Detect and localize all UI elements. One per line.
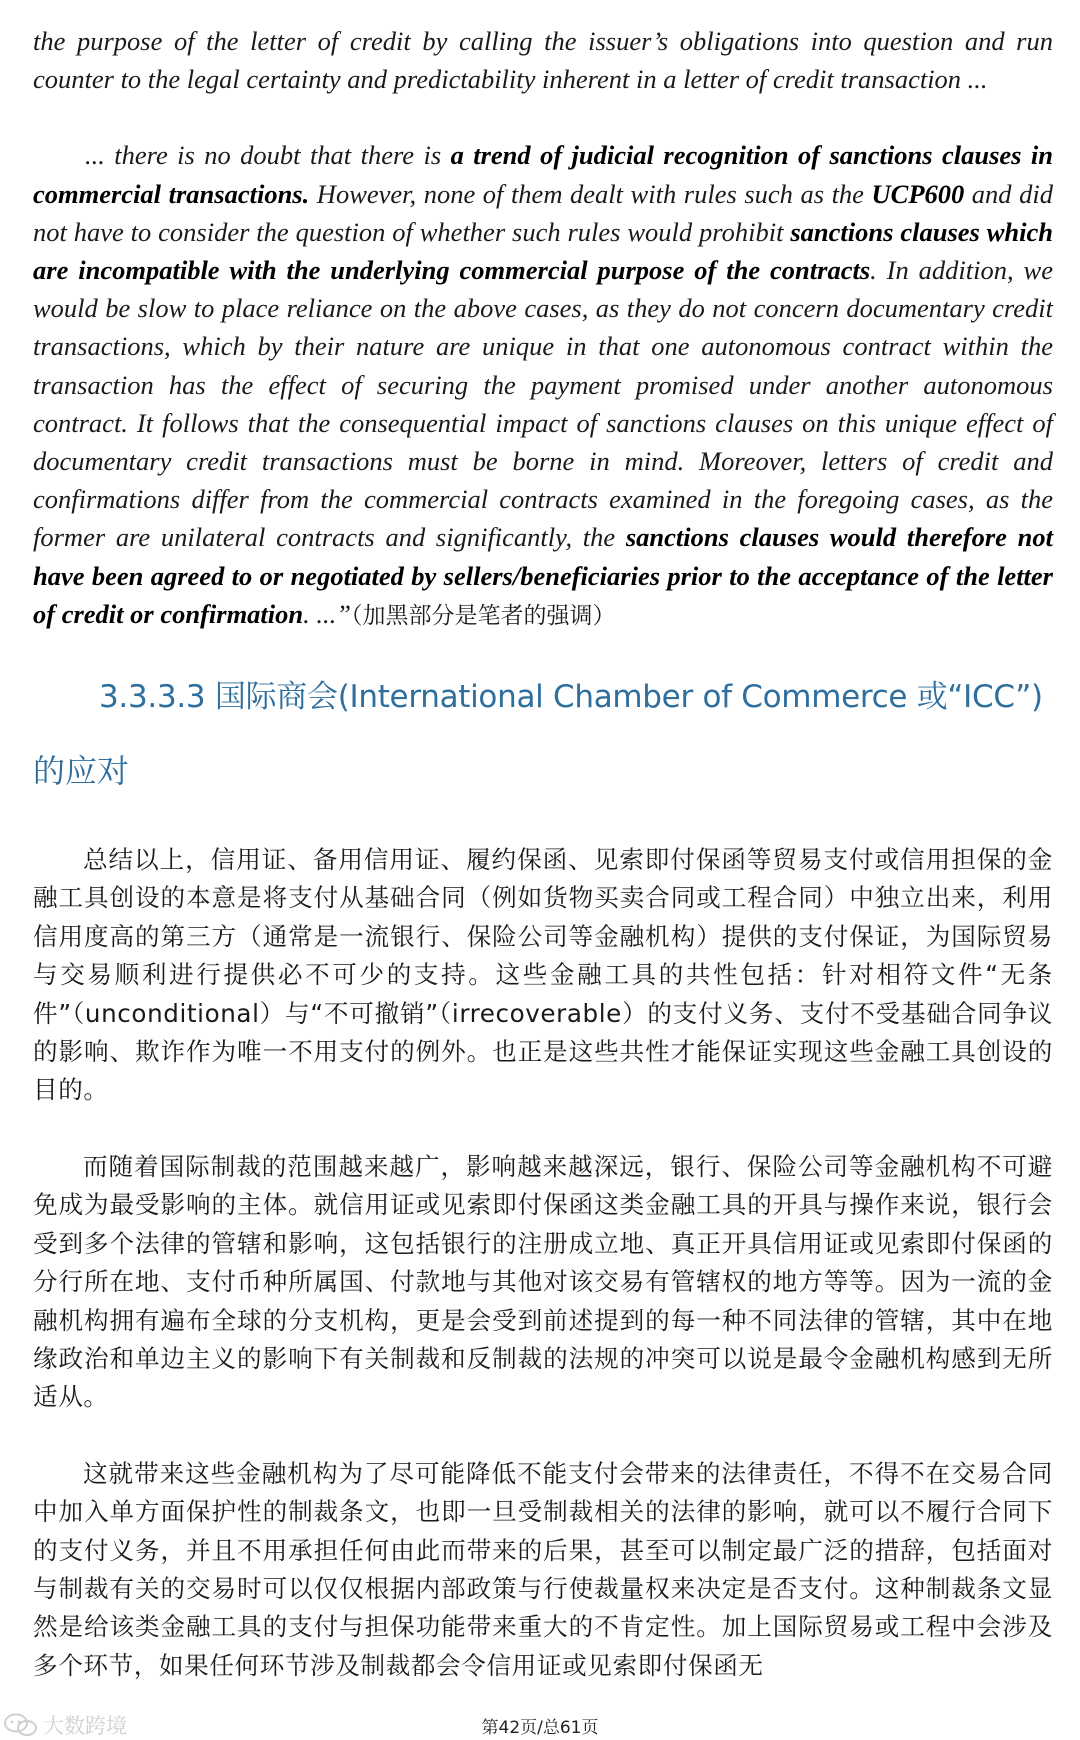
quote-emphasis: sanctions clauses would therefore not have been agreed to or negotiated by sellers/beneficiaries prior to the acceptance of the letter of credit or confirmation — [33, 522, 1053, 629]
section-heading-continued: 的应对 — [33, 752, 130, 791]
document-page — [33, 22, 1053, 1685]
quote-text: and did not have to consider the question of whether such rules would prohibit — [33, 178, 1053, 247]
section-heading: 3.3.3.3 国际商会(International Chamber of Commerce 或“ICC”) — [99, 679, 1043, 716]
watermark-text: 大数跨境 — [43, 1714, 127, 1738]
author-emphasis-note: （加黑部分是笔者的强调） — [351, 602, 616, 629]
body-paragraph-3: 这就带来这些金融机构为了尽可能降低不能支付会带来的法律责任，不得不在交易合同中加入单方面保护性的制裁条文，也即一旦受制裁相关的法律的影响，就可以不履行合同下的支付义务，并且不用承担任何由此而带来的后果，甚至可以制定最广泛的措辞，包括面对与制裁有关的交易时可以仅仅根据内部政策与行使裁量权来决定是否支付。这种制裁条文显然是给该类金融工具的支付与担保功能带来重大的不肯定性。加上国际贸易或工程中会涉及多个环节，如果任何环节涉及制裁都会令信用证或见索即付保函无 — [33, 1458, 1053, 1680]
quote-emphasis: UCP600 — [871, 178, 965, 209]
quote-text: . ...” — [303, 598, 352, 629]
body-paragraph-2: 而随着国际制裁的范围越来越广，影响越来越深远，银行、保险公司等金融机构不可避免成为最受影响的主体。就信用证或见索即付保函这类金融工具的开具与操作来说，银行会受到多个法律的管辖和影响，这包括银行的注册成立地、真正开具信用证或见索即付保函的分行所在地、支付币种所属国、付款地与其他对该交易有管辖权的地方等等。因为一流的金融机构拥有遍布全球的分支机构，更是会受到前述提到的每一种不同法律的管辖，其中在地缘政治和单边主义的影响下有关制裁和反制裁的法规的冲突可以说是最令金融机构感到无所适从。 — [33, 1151, 1053, 1412]
page-footer — [0, 1710, 1080, 1737]
quote-emphasis: sanctions clauses which are incompatible with the underlying commercial purpose of the contracts — [33, 216, 1053, 286]
quote-text: . In addition, we would be slow to place reliance on the above cases, as they do not concern documentary credit transactions, which by their nature are unique in that one autonomous contract within the transaction has the effect of securing the payment promised under another autonomous contract. It follows that the consequential impact of sanctions clauses on this unique effect of documentary credit transactions must be borne in mind. Moreover, letters of credit and confirmations differ from the commercial contracts examined in the foregoing cases, as the former are unilateral contracts and significantly, the — [33, 255, 1053, 553]
quote-paragraph-2 — [33, 136, 1053, 635]
quote-paragraph-1: the purpose of the letter of credit by calling the issuer’s obligations into question and run counter to the legal certainty and predictability inherent in a letter of credit transaction ... — [33, 26, 1053, 95]
quote-text: However, none of them dealt with rules such as the — [309, 178, 872, 209]
body-paragraph-1: 总结以上，信用证、备用信用证、履约保函、见索即付保函等贸易支付或信用担保的金融工具创设的本意是将支付从基础合同（例如货物买卖合同或工程合同）中独立出来，利用信用度高的第三方（通常是一流银行、保险公司等金融机构）提供的支付保证，为国际贸易与交易顺利进行提供必不可少的支持。这些金融工具的共性包括：针对相符文件“无条件”（unconditional）与“不可撤销”（irrecoverable）的支付义务、支付不受基础合同争议的影响、欺诈作为唯一不用支付的例外。也正是这些共性才能保证实现这些金融工具创设的目的。 — [33, 845, 1053, 1105]
quote-emphasis: a trend of judicial recognition of sanctions clauses in commercial transactions. — [33, 140, 1053, 209]
quote-text: ... there is no doubt that there is — [85, 140, 451, 171]
page-number: 第42页/总61页 — [481, 1718, 599, 1738]
